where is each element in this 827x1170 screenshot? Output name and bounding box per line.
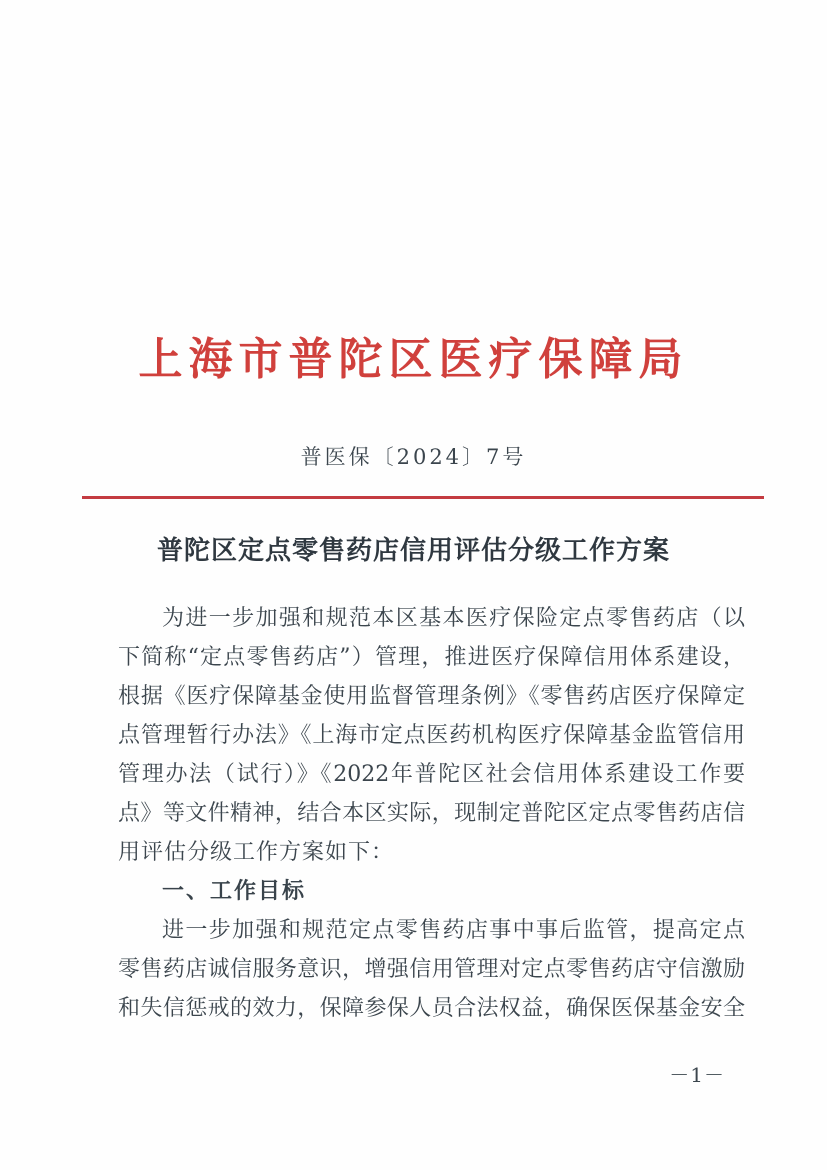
body-line: 进一步加强和规范定点零售药店事中事后监管，提高定点 — [162, 918, 745, 943]
body-line: 下简称“定点零售药店”）管理，推进医疗保障信用体系建设， — [118, 645, 745, 670]
body-line: 管理办法（试行）》《2022年普陀区社会信用体系建设工作要 — [118, 762, 745, 787]
section-heading: 一、工作目标 — [162, 879, 307, 904]
body-line: 根据《医疗保障基金使用监督管理条例》《零售药店医疗保障定 — [118, 684, 745, 709]
body-line: 点》等文件精神，结合本区实际，现制定普陀区定点零售药店信 — [118, 801, 745, 826]
body-line: 零售药店诚信服务意识，增强信用管理对定点零售药店守信激励 — [118, 957, 745, 982]
document-number: 普医保〔2024〕7号 — [300, 445, 527, 469]
body-line: 用评估分级工作方案如下： — [118, 840, 395, 865]
body-line: 点管理暂行办法》《上海市定点医药机构医疗保障基金监管信用 — [118, 723, 745, 748]
body-line: 和失信惩戒的效力，保障参保人员合法权益，确保医保基金安全 — [118, 996, 745, 1021]
document-body — [118, 599, 745, 1028]
page-number: －1－ — [669, 1063, 725, 1087]
document-title: 普陀区定点零售药店信用评估分级工作方案 — [156, 536, 670, 566]
agency-header-title: 上海市普陀区医疗保障局 — [138, 334, 689, 385]
red-divider-line — [82, 496, 764, 499]
body-line: 为进一步加强和规范本区基本医疗保险定点零售药店（以 — [162, 606, 745, 631]
